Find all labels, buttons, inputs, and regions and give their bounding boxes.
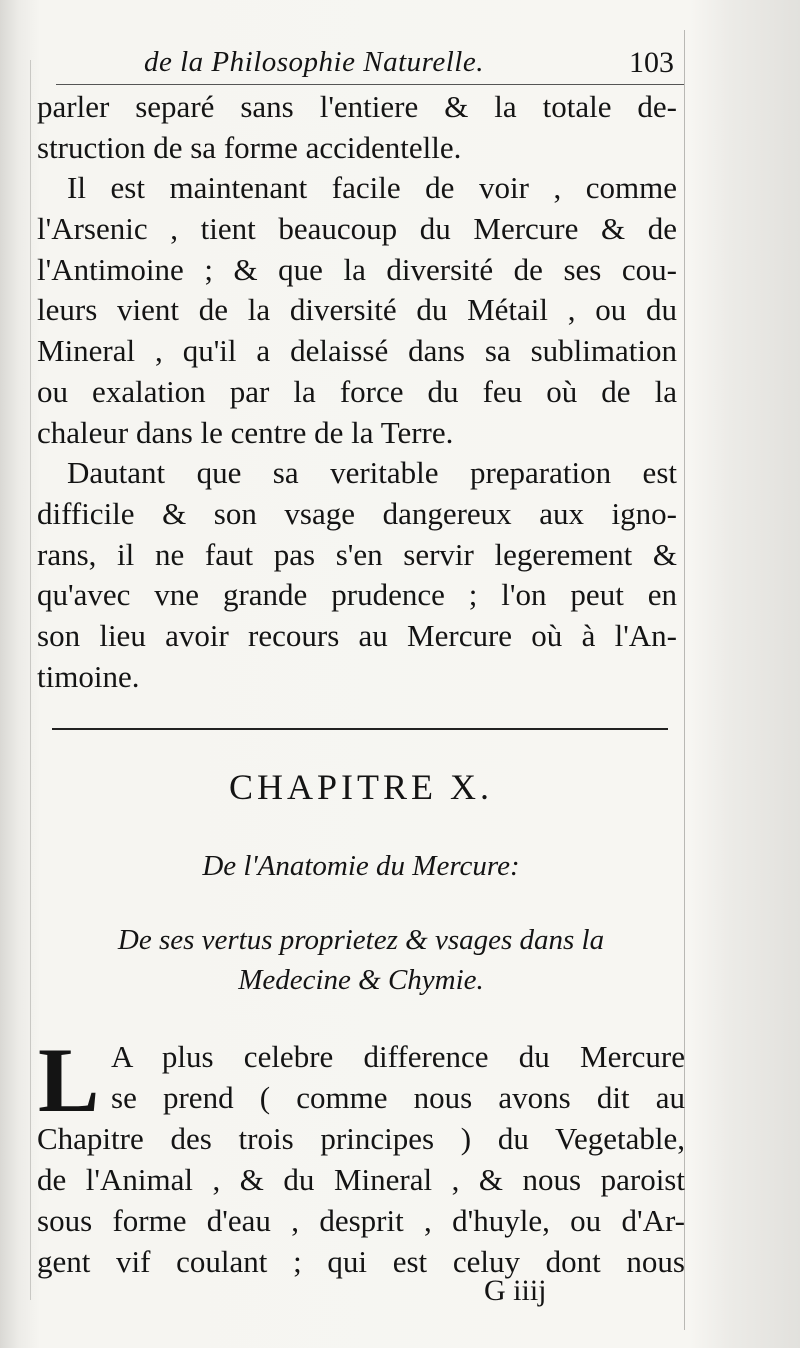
- signature-mark: G iiij: [484, 1274, 547, 1307]
- text-line: qu'avec vne grande prudence ; l'on peut en: [37, 577, 677, 613]
- chapter-text: [37, 1029, 685, 1282]
- text-line: de l'Animal , & du Mineral , & nous paroist: [37, 1162, 685, 1197]
- page-header: [40, 40, 684, 84]
- section-divider: [52, 728, 668, 730]
- text-line: Il est maintenant facile de voir , comme: [67, 170, 677, 206]
- chapter-subtitle: Medecine & Chymie.: [238, 964, 484, 996]
- text-line: Mineral , qu'il a delaissé dans sa sublimation: [37, 333, 677, 369]
- text-line: l'Antimoine ; & que la diversité de ses cou-: [37, 251, 677, 287]
- page-gutter-line: [30, 60, 31, 1300]
- chapter-subtitle: De l'Anatomie du Mercure:: [202, 850, 520, 882]
- text-line: rans, il ne faut pas s'en servir legerement &: [37, 536, 677, 572]
- text-line: A plus celebre difference du Mercure: [111, 1039, 685, 1074]
- drop-cap: L: [38, 1029, 100, 1131]
- text-line: leurs vient de la diversité du Métail , ou du: [37, 292, 677, 328]
- text-line: gent vif coulant ; qui est celuy dont nous: [37, 1244, 685, 1279]
- text-line: struction de sa forme accidentelle.: [37, 129, 462, 165]
- page-number: 103: [629, 46, 674, 79]
- text-line: sous forme d'eau , desprit , d'huyle, ou d'Ar-: [37, 1203, 685, 1238]
- text-line: timoine.: [37, 658, 140, 694]
- text-line: difficile & son vsage dangereux aux igno-: [37, 495, 677, 531]
- body-text: [37, 87, 677, 697]
- running-title: de la Philosophie Naturelle.: [144, 46, 484, 78]
- text-line: son lieu avoir recours au Mercure où à l'An-: [37, 617, 677, 653]
- text-line: l'Arsenic , tient beaucoup du Mercure & de: [37, 211, 677, 247]
- text-line: ou exalation par la force du feu où de la: [37, 373, 677, 409]
- text-line: Chapitre des trois principes ) du Vegetable,: [37, 1121, 685, 1156]
- text-line: Dautant que sa veritable preparation est: [67, 455, 677, 491]
- text-line: parler separé sans l'entiere & la totale de-: [37, 89, 677, 124]
- text-line: chaleur dans le centre de la Terre.: [37, 414, 454, 450]
- chapter-heading: CHAPITRE X.: [228, 767, 493, 807]
- chapter-subtitle: De ses vertus proprietez & vsages dans la: [117, 924, 605, 956]
- header-rule: [56, 84, 684, 85]
- text-line: se prend ( comme nous avons dit au: [111, 1080, 685, 1115]
